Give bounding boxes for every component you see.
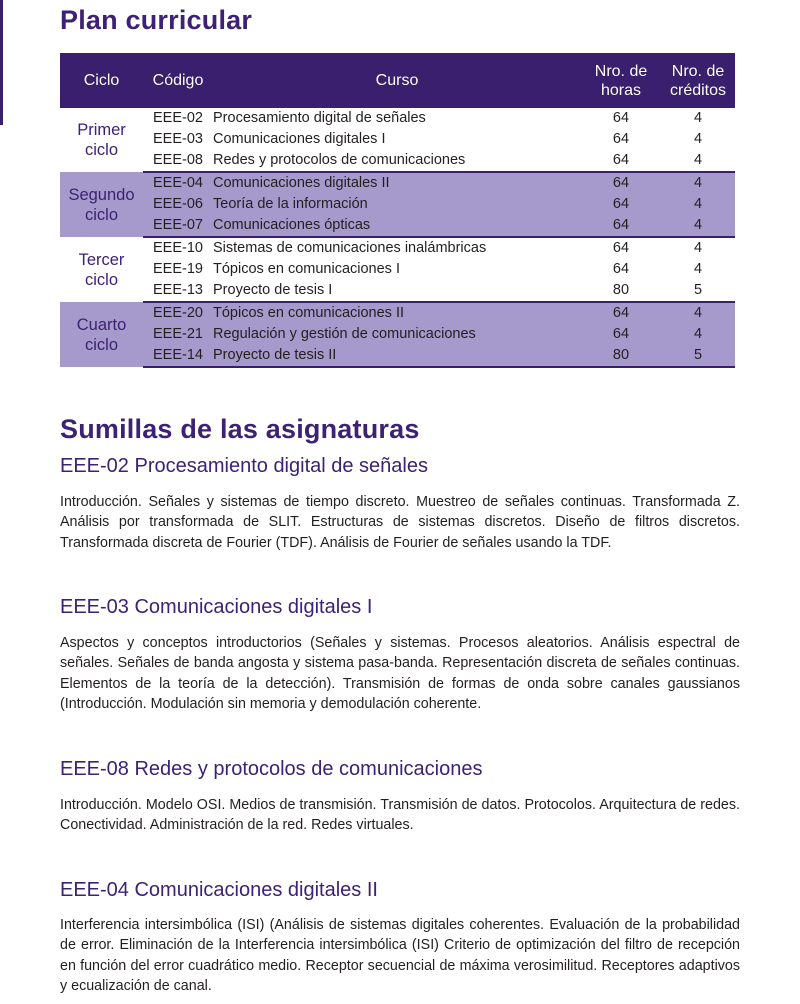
curriculum-table [60,53,735,368]
course-credits: 4 [661,324,735,345]
section-title-eee-03: EEE-03 Comunicaciones digitales I [60,596,373,618]
course-hours: 64 [581,150,661,172]
course-name: Comunicaciones digitales II [213,172,581,194]
table-row [60,194,735,215]
course-code: EEE-02 [143,108,213,129]
course-code: EEE-13 [143,280,213,302]
header-creditos: Nro. de créditos [661,53,735,108]
section-title-eee-02: EEE-02 Procesamiento digital de señales [60,455,428,477]
table-row [60,345,735,367]
course-hours: 64 [581,108,661,129]
course-name: Proyecto de tesis II [213,345,581,367]
course-name: Comunicaciones ópticas [213,215,581,237]
course-name: Tópicos en comunicaciones II [213,302,581,324]
table-row [60,302,735,324]
ciclo-cell: Tercer ciclo [60,237,143,302]
table-row [60,108,735,129]
course-credits: 4 [661,150,735,172]
course-name: Redes y protocolos de comunicaciones [213,150,581,172]
course-hours: 64 [581,129,661,150]
section-text-eee-08: Introducción. Modelo OSI. Medios de transmisión. Transmisión de datos. Protocolos. Arquitectura de redes. Conectividad. Administración de la red. Redes virtuales. [60,797,740,834]
header-codigo: Código [143,53,213,108]
table-row [60,129,735,150]
course-name: Procesamiento digital de señales [213,108,581,129]
course-code: EEE-06 [143,194,213,215]
course-code: EEE-14 [143,345,213,367]
course-name: Proyecto de tesis I [213,280,581,302]
header-curso: Curso [213,53,581,108]
course-credits: 4 [661,108,735,129]
course-name: Sistemas de comunicaciones inalámbricas [213,237,581,259]
course-credits: 5 [661,280,735,302]
left-margin-rule [0,0,3,125]
table-row [60,150,735,172]
course-credits: 4 [661,259,735,280]
course-hours: 64 [581,237,661,259]
course-name: Regulación y gestión de comunicaciones [213,324,581,345]
table-row [60,324,735,345]
section-title-eee-04: EEE-04 Comunicaciones digitales II [60,879,378,901]
ciclo-cell: Primer ciclo [60,108,143,172]
table-row [60,172,735,194]
course-code: EEE-10 [143,237,213,259]
course-hours: 64 [581,324,661,345]
course-credits: 4 [661,172,735,194]
section-text-eee-04: Interferencia intersimbólica (ISI) (Análisis de sistemas digitales coherentes. Evaluación de la probabilidad de error. Eliminación de la Interferencia intersimbólica (ISI) Criterio de optimización del filtro de recepción en función del error cuadrático medio. Receptor secuencial de máxima verosimilitud. Receptores adaptivos y ecualización de canal. [60,917,740,994]
plan-curricular-title: Plan curricular [60,5,253,35]
course-hours: 64 [581,194,661,215]
course-code: EEE-07 [143,215,213,237]
course-hours: 64 [581,172,661,194]
course-code: EEE-03 [143,129,213,150]
course-hours: 80 [581,280,661,302]
course-name: Comunicaciones digitales I [213,129,581,150]
course-code: EEE-21 [143,324,213,345]
course-code: EEE-08 [143,150,213,172]
course-code: EEE-20 [143,302,213,324]
ciclo-cell: Cuarto ciclo [60,302,143,367]
sumillas-title: Sumillas de las asignaturas [60,414,420,444]
header-horas: Nro. de horas [581,53,661,108]
course-name: Tópicos en comunicaciones I [213,259,581,280]
table-row [60,259,735,280]
course-hours: 64 [581,259,661,280]
course-hours: 80 [581,345,661,367]
ciclo-cell: Segundo ciclo [60,172,143,237]
table-header-row [60,53,735,108]
section-text-eee-02: Introducción. Señales y sistemas de tiempo discreto. Muestreo de señales continuas. Transformada Z. Análisis por transformada de SLIT. Estructuras de sistemas discretos. Diseño de filtros discretos. Transformada discreta de Fourier (TDF). Análisis de Fourier de señales usando la TDF. [60,494,740,551]
header-ciclo: Ciclo [60,53,143,108]
course-credits: 4 [661,194,735,215]
course-credits: 4 [661,215,735,237]
course-credits: 4 [661,129,735,150]
table-row [60,237,735,259]
course-code: EEE-04 [143,172,213,194]
course-credits: 5 [661,345,735,367]
table-row [60,215,735,237]
course-name: Teoría de la información [213,194,581,215]
section-title-eee-08: EEE-08 Redes y protocolos de comunicaciones [60,758,483,780]
course-credits: 4 [661,302,735,324]
table-row [60,280,735,302]
section-text-eee-03: Aspectos y conceptos introductorios (Señales y sistemas. Procesos aleatorios. Análisis espectral de señales. Señales de banda angosta y sistema pasa-banda. Representación discreta de señales continuas. Elementos de la teoría de la detección). Transmisión de formas de onda sobre canales gaussianos (Introducción. Modulación sin memoria y demodulación coherente. [60,635,740,712]
course-code: EEE-19 [143,259,213,280]
course-hours: 64 [581,215,661,237]
course-hours: 64 [581,302,661,324]
course-credits: 4 [661,237,735,259]
